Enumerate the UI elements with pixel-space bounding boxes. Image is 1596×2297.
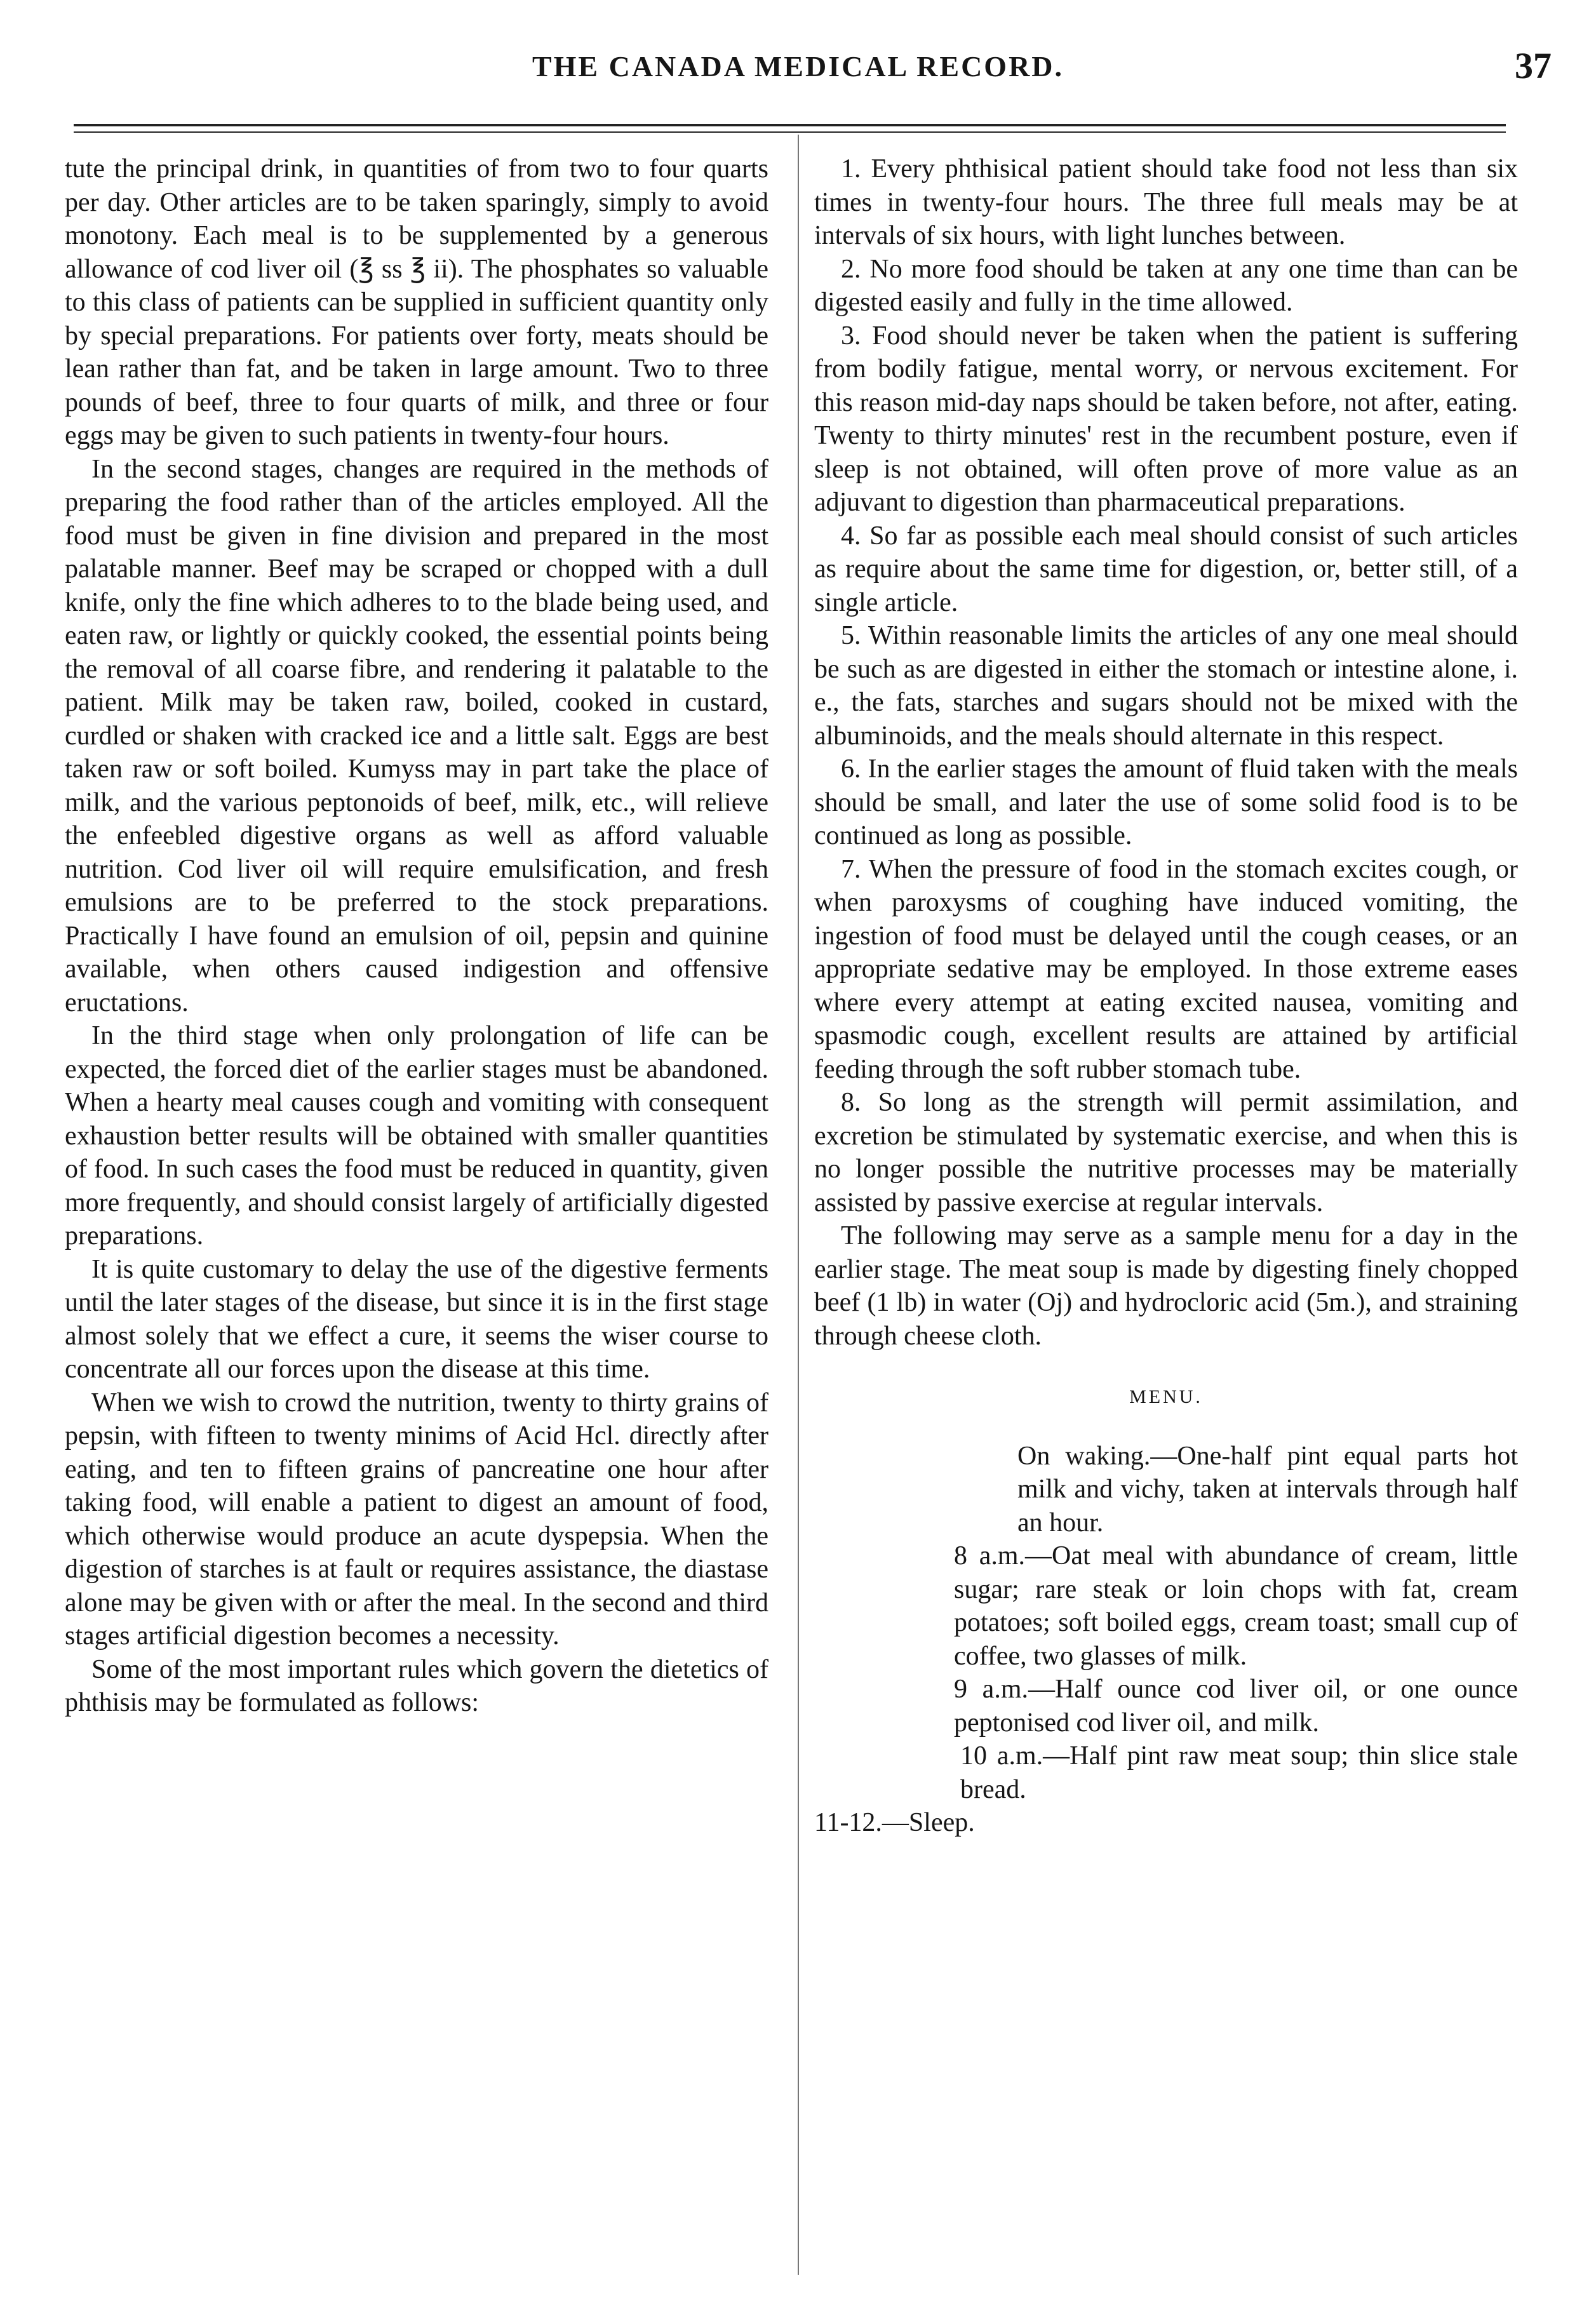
paragraph: Some of the most important rules which govern the dietetics of phthisis may be formulated as follows: <box>65 1654 768 1717</box>
rule-item: 3. Food should never be taken when the patient is suffering from bodily fatigue, mental worry, or nervous excitement. For this reason mid-day naps should be taken before, not after, eating. Twenty to thirty minutes' rest in the recumbent posture, even if sleep is not obtained, will often prove of more value as an adjuvant to digestion than pharmaceutical preparations. <box>814 321 1518 517</box>
paragraph: When we wish to crowd the nutrition, twenty to thirty grains of pepsin, with fifteen to twenty minims of Acid Hcl. directly after eating, and ten to fifteen grains of pancreatine one hour after taking food, will enable a patient to digest an amount of food, which otherwise would produce an acute dyspepsia. When the digestion of starches is at fault or requires assistance, the diastase alone may be given with or after the meal. In the second and third stages artificial digestion becomes a necessity. <box>65 1388 768 1651</box>
menu-item: On waking.—One-half pint equal parts hot milk and vichy, taken at intervals through half an hour. <box>1017 1441 1518 1537</box>
menu-item: 9 a.m.—Half ounce cod liver oil, or one ounce peptonised cod liver oil, and milk. <box>954 1675 1518 1738</box>
paragraph: It is quite customary to delay the use of the digestive ferments until the later stages of the disease, but since it is in the first stage almost solely that we effect a cure, it seems the wiser course to concentrate all our forces upon the disease at this time. <box>65 1254 768 1384</box>
menu-heading: MENU. <box>1129 1386 1203 1407</box>
rule-item: 2. No more food should be taken at any one time than can be digested easily and fully in the time allowed. <box>814 254 1518 317</box>
column-divider <box>798 135 799 2275</box>
left-column <box>65 152 768 1720</box>
rule-item: 7. When the pressure of food in the stomach excites cough, or when paroxysms of coughing have induced vomiting, the ingestion of food must be delayed until the cough ceases, or an appropriate sedative may be employed. In those extreme eases where every attempt at eating excited nausea, vomiting and spasmodic cough, excellent results are attained by artificial feeding through the soft rubber stomach tube. <box>814 854 1518 1084</box>
paragraph: In the third stage when only prolongation of life can be expected, the forced diet of the earlier stages must be abandoned. When a hearty meal causes cough and vomiting with consequent exhaustion better results will be obtained with smaller quantities of food. In such cases the food must be reduced in quantity, given more frequently, and should consist largely of artificially digested preparations. <box>65 1021 768 1250</box>
menu-item: 11-12.—Sleep. <box>814 1808 975 1837</box>
rule-item: 4. So far as possible each meal should consist of such articles as require about the same time for digestion, or, better still, of a single article. <box>814 521 1518 617</box>
rule-item: 8. So long as the strength will permit assimilation, and excretion be stimulated by systematic exercise, and when this is no longer possible the nutritive processes may be materially assisted by passive exercise at regular intervals. <box>814 1088 1518 1217</box>
journal-title: THE CANADA MEDICAL RECORD. <box>532 50 1064 83</box>
rule-item: 5. Within reasonable limits the articles of any one meal should be such as are digested in either the stomach or intestine alone, i. e., the fats, starches and sugars should not be mixed with the albuminoids, and the meals should alternate in this respect. <box>814 621 1518 751</box>
rule-item: 1. Every phthisical patient should take food not less than six times in twenty-four hours. The three full meals may be at intervals of six hours, with light lunches between. <box>814 154 1518 250</box>
running-head <box>0 45 1596 94</box>
sample-menu-intro: The following may serve as a sample menu for a day in the earlier stage. The meat soup is made by digesting finely chopped beef (1 lb) in water (Oj) and hydrocloric acid (5m.), and straining through cheese cloth. <box>814 1221 1518 1351</box>
paragraph: In the second stages, changes are required in the methods of preparing the food rather than of the articles employed. All the food must be given in fine division and prepared in the most palatable manner. Beef may be scraped or chopped with a dull knife, only the fine which adheres to to the blade being used, and eaten raw, or lightly or quickly cooked, the essential points being the removal of all coarse fibre, and rendering it palatable to the patient. Milk may be taken raw, boiled, cooked in custard, curdled or shaken with cracked ice and a little salt. Eggs are best taken raw or soft boiled. Kumyss may in part take the place of milk, and the various peptonoids of beef, milk, etc., will relieve the enfeebled digestive organs as well as afford valuable nutrition. Cod liver oil will require emulsification, and fresh emulsions are to be preferred to the stock preparations. Practically I have found an emulsion of oil, pepsin and quinine available, when others caused indigestion and offensive eructations. <box>65 454 768 1017</box>
page-number: 37 <box>1515 45 1552 86</box>
menu-item: 8 a.m.—Oat meal with abundance of cream, little sugar; rare steak or loin chops with fat, cream potatoes; soft boiled eggs, cream toast; small cup of coffee, two glasses of milk. <box>954 1541 1518 1671</box>
header-rule-thick <box>74 124 1506 126</box>
paragraph: tute the principal drink, in quantities of from two to four quarts per day. Other articles are to be taken sparingly, simply to avoid monotony. Each meal is to be supplemented by a generous allowance of cod liver oil (℥ ss ℥ ii). The phosphates so valuable to this class of patients can be supplied in sufficient quantity only by special preparations. For patients over forty, meats should be lean rather than fat, and be taken in large amount. Two to three pounds of beef, three to four quarts of milk, and three or four eggs may be given to such patients in twenty-four hours. <box>65 154 768 450</box>
rule-item: 6. In the earlier stages the amount of fluid taken with the meals should be small, and later the use of some solid food is to be continued as long as possible. <box>814 754 1518 850</box>
menu-item: 10 a.m.—Half pint raw meat soup; thin slice stale bread. <box>960 1741 1518 1804</box>
header-rule-thin <box>74 131 1506 133</box>
right-column <box>814 152 1518 1840</box>
